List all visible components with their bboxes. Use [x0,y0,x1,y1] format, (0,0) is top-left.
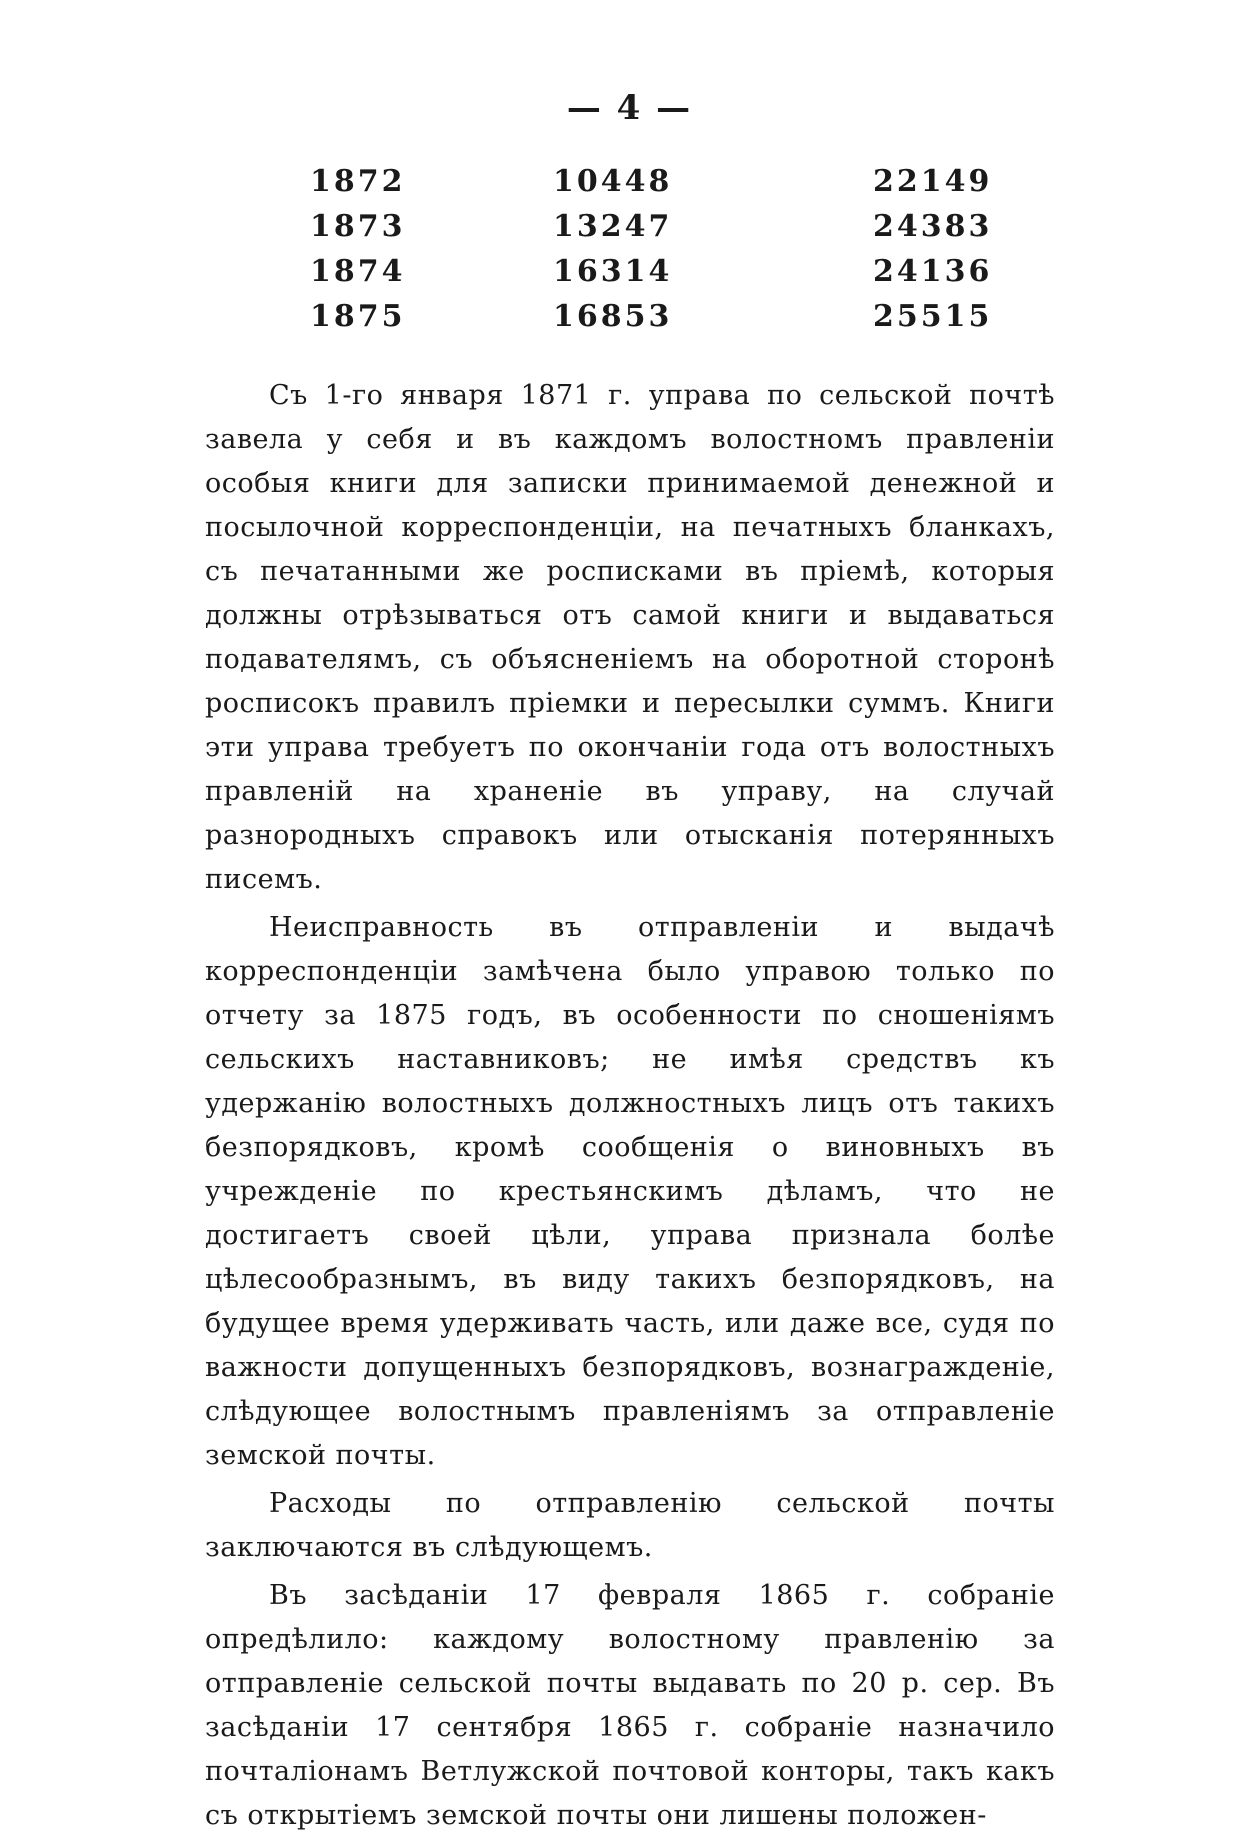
year-cell: 1873 [310,209,406,244]
value-cell: 25515 [873,299,993,334]
year-cell: 1875 [310,299,406,334]
paragraph: Въ засѣданіи 17 февраля 1865 г. собраніе опредѣлило: каждому волостному правленію за отправленіе сельской почты выдавать по 20 р. сер. Въ засѣданіи 17 сентября 1865 г. собраніе назначило почталіонамъ Ветлужской почтовой конторы, такъ какъ съ открытіемъ земской почты они лишены положен- [205,1580,1055,1831]
value-cell: 16314 [553,254,673,289]
value-cell: 24136 [873,254,993,289]
statistics-table [270,164,993,344]
value-cell: 24383 [873,209,993,244]
value-cell: 16853 [553,299,673,334]
page-number: — 4 — [566,88,693,128]
paragraph: Неисправность въ отправленіи и выдачѣ корреспонденціи замѣчена было управою только по отчету за 1875 годъ, въ особенности по сношеніямъ сельскихъ наставниковъ; не имѣя средствъ къ удержанію волостныхъ должностныхъ лицъ отъ такихъ безпорядковъ, кромѣ сообщенія о виновныхъ въ учрежденіе по крестьянскимъ дѣламъ, что не достигаетъ своей цѣли, управа признала болѣе цѣлесообразнымъ, въ виду такихъ безпорядковъ, на будущее время удерживать часть, или даже все, судя по важности допущенныхъ безпорядковъ, вознагражденіе, слѣдующее волостнымъ правленіямъ за отправленіе земской почты. [205,912,1055,1471]
table-row [270,209,993,254]
table-row [270,254,993,299]
table-row [270,164,993,209]
value-cell: 13247 [553,209,673,244]
body-text [205,374,1055,1842]
paragraph: Съ 1-го января 1871 г. управа по сельской почтѣ завела у себя и въ каждомъ волостномъ правленіи особыя книги для записки принимаемой денежной и посылочной корреспонденціи, на печатныхъ бланкахъ, съ печатанными же росписками въ пріемѣ, которыя должны отрѣзываться отъ самой книги и выдаваться подавателямъ, съ объясненіемъ на оборотной сторонѣ росписокъ правилъ пріемки и пересылки суммъ. Книги эти управа требуетъ по окончаніи года отъ волостныхъ правленій на храненіе въ управу, на случай разнородныхъ справокъ или отысканія потерянныхъ писемъ. [205,380,1055,895]
year-cell: 1872 [310,164,406,199]
value-cell: 22149 [873,164,993,199]
value-cell: 10448 [553,164,673,199]
table-row [270,299,993,344]
year-cell: 1874 [310,254,406,289]
paragraph: Расходы по отправленію сельской почты заключаются въ слѣдующемъ. [205,1488,1055,1563]
